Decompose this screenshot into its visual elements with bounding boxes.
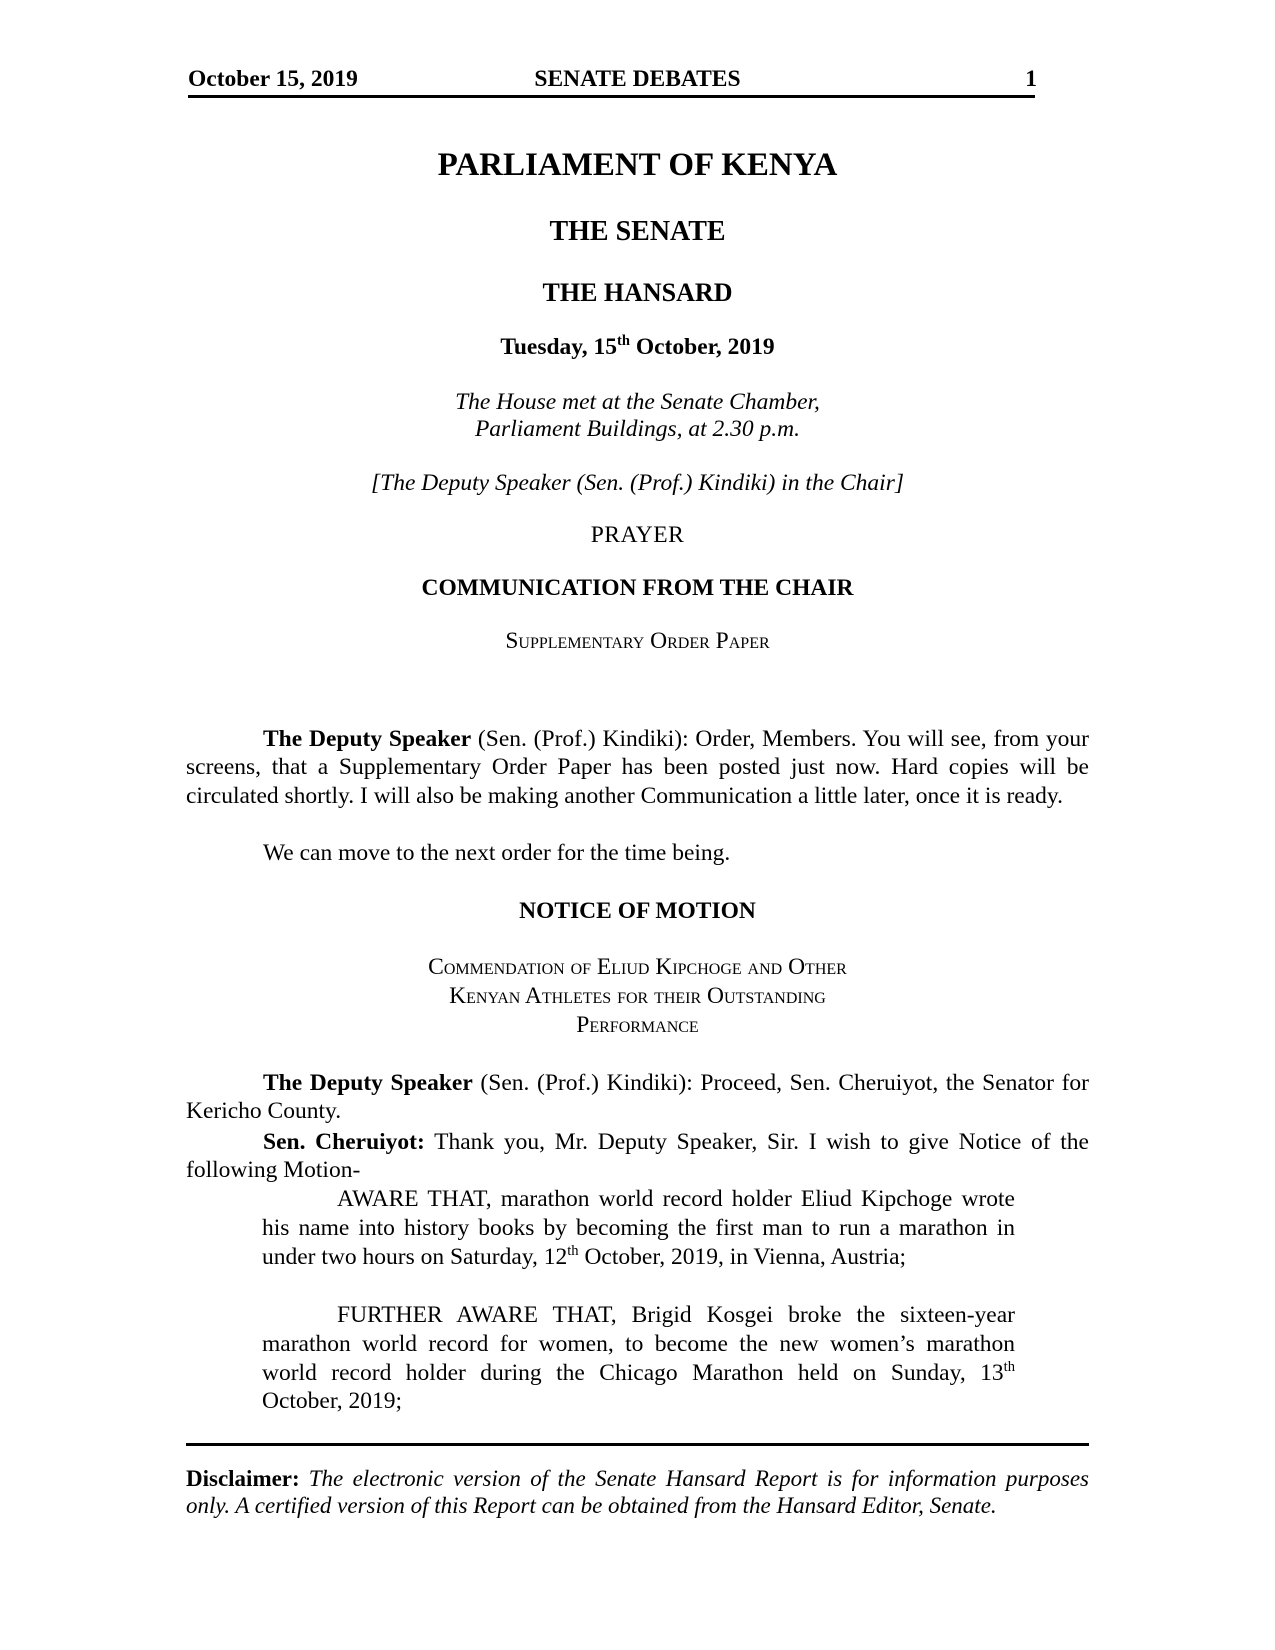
subsection-supplementary-heading: Supplementary Order Paper <box>505 628 770 654</box>
ordinal-superscript: th <box>1003 1358 1015 1375</box>
house-met-line-2: Parliament Buildings, at 2.30 p.m. <box>474 416 801 442</box>
ordinal-superscript: th <box>567 1242 579 1259</box>
paragraph-deputy-speaker-2 <box>186 1069 1089 1126</box>
commendation-heading-line-3: Performance <box>576 1012 699 1038</box>
section-communication-heading: COMMUNICATION FROM THE CHAIR <box>421 575 854 601</box>
sitting-date-superscript: th <box>617 333 630 350</box>
disclaimer-text: The electronic version of the Senate Hansard Report is for information purposes only. A certified version of this Report can be obtained from the Hansard Editor, Senate. <box>186 1466 1089 1518</box>
section-notice-heading: NOTICE OF MOTION <box>519 898 756 924</box>
paragraph-sen-cheruiyot <box>186 1128 1089 1185</box>
footer-rule <box>186 1443 1089 1446</box>
title-senate: THE SENATE <box>549 216 726 247</box>
speech-text: Thank you, Mr. Deputy Speaker, Sir. I wish to give Notice of the following Motion- <box>186 1129 1089 1184</box>
motion-text-continued: October, 2019, in Vienna, Austria; <box>578 1243 907 1270</box>
speaker-name: Sen. Cheruiyot: <box>263 1129 425 1155</box>
sitting-date-suffix: October, 2019 <box>629 334 775 360</box>
header-date: October 15, 2019 <box>188 66 358 92</box>
motion-text: AWARE THAT, marathon world record holder Eliud Kipchoge wrote his name into history books by becoming the first man to run a marathon in under two hours on Saturday, 12 <box>262 1186 1015 1270</box>
motion-text: FURTHER AWARE THAT, Brigid Kosgei broke the sixteen-year marathon world record for women, to become the new women’s marathon world record holder during the Chicago Marathon held on Sunday, 13 <box>262 1302 1015 1386</box>
title-hansard: THE HANSARD <box>542 278 733 307</box>
disclaimer <box>186 1465 1089 1519</box>
header-page-number: 1 <box>1025 66 1037 92</box>
page-header <box>186 64 1089 97</box>
chair-note: [The Deputy Speaker (Sen. (Prof.) Kindiki) in the Chair] <box>370 470 904 496</box>
house-met-note <box>186 389 1089 443</box>
motion-paragraph-further-aware <box>262 1301 1015 1416</box>
speaker-name: The Deputy Speaker <box>263 726 472 752</box>
speech-text: (Sen. (Prof.) Kindiki): Proceed, Sen. Cheruiyot, the Senator for Kericho County. <box>186 1070 1089 1125</box>
sitting-date-text: Tuesday, 15 <box>500 334 618 360</box>
disclaimer-label: Disclaimer: <box>186 1466 300 1491</box>
subsection-commendation-heading <box>186 953 1089 1040</box>
header-title: SENATE DEBATES <box>534 66 741 92</box>
title-parliament: PARLIAMENT OF KENYA <box>437 147 838 183</box>
house-met-line-1: The House met at the Senate Chamber, <box>455 389 820 415</box>
motion-paragraph-aware <box>262 1185 1015 1271</box>
motion-text-continued: October, 2019; <box>262 1388 403 1415</box>
prayer-heading: PRAYER <box>590 522 685 548</box>
paragraph-we-can-move: We can move to the next order for the time being. <box>263 840 731 866</box>
header-rule <box>188 95 1035 98</box>
sitting-date <box>186 334 1089 361</box>
commendation-heading-line-1: Commendation of Eliud Kipchoge and Other <box>428 954 847 980</box>
speech-text: (Sen. (Prof.) Kindiki): Order, Members. You will see, from your screens, that a Supplementary Order Paper has been posted just now. Hard copies will be circulated shortly. I will also be making another Communication a little later, once it is ready. <box>186 726 1090 809</box>
speaker-name: The Deputy Speaker <box>263 1070 473 1096</box>
commendation-heading-line-2: Kenyan Athletes for their Outstanding <box>449 983 826 1009</box>
paragraph-deputy-speaker-1 <box>186 725 1089 810</box>
